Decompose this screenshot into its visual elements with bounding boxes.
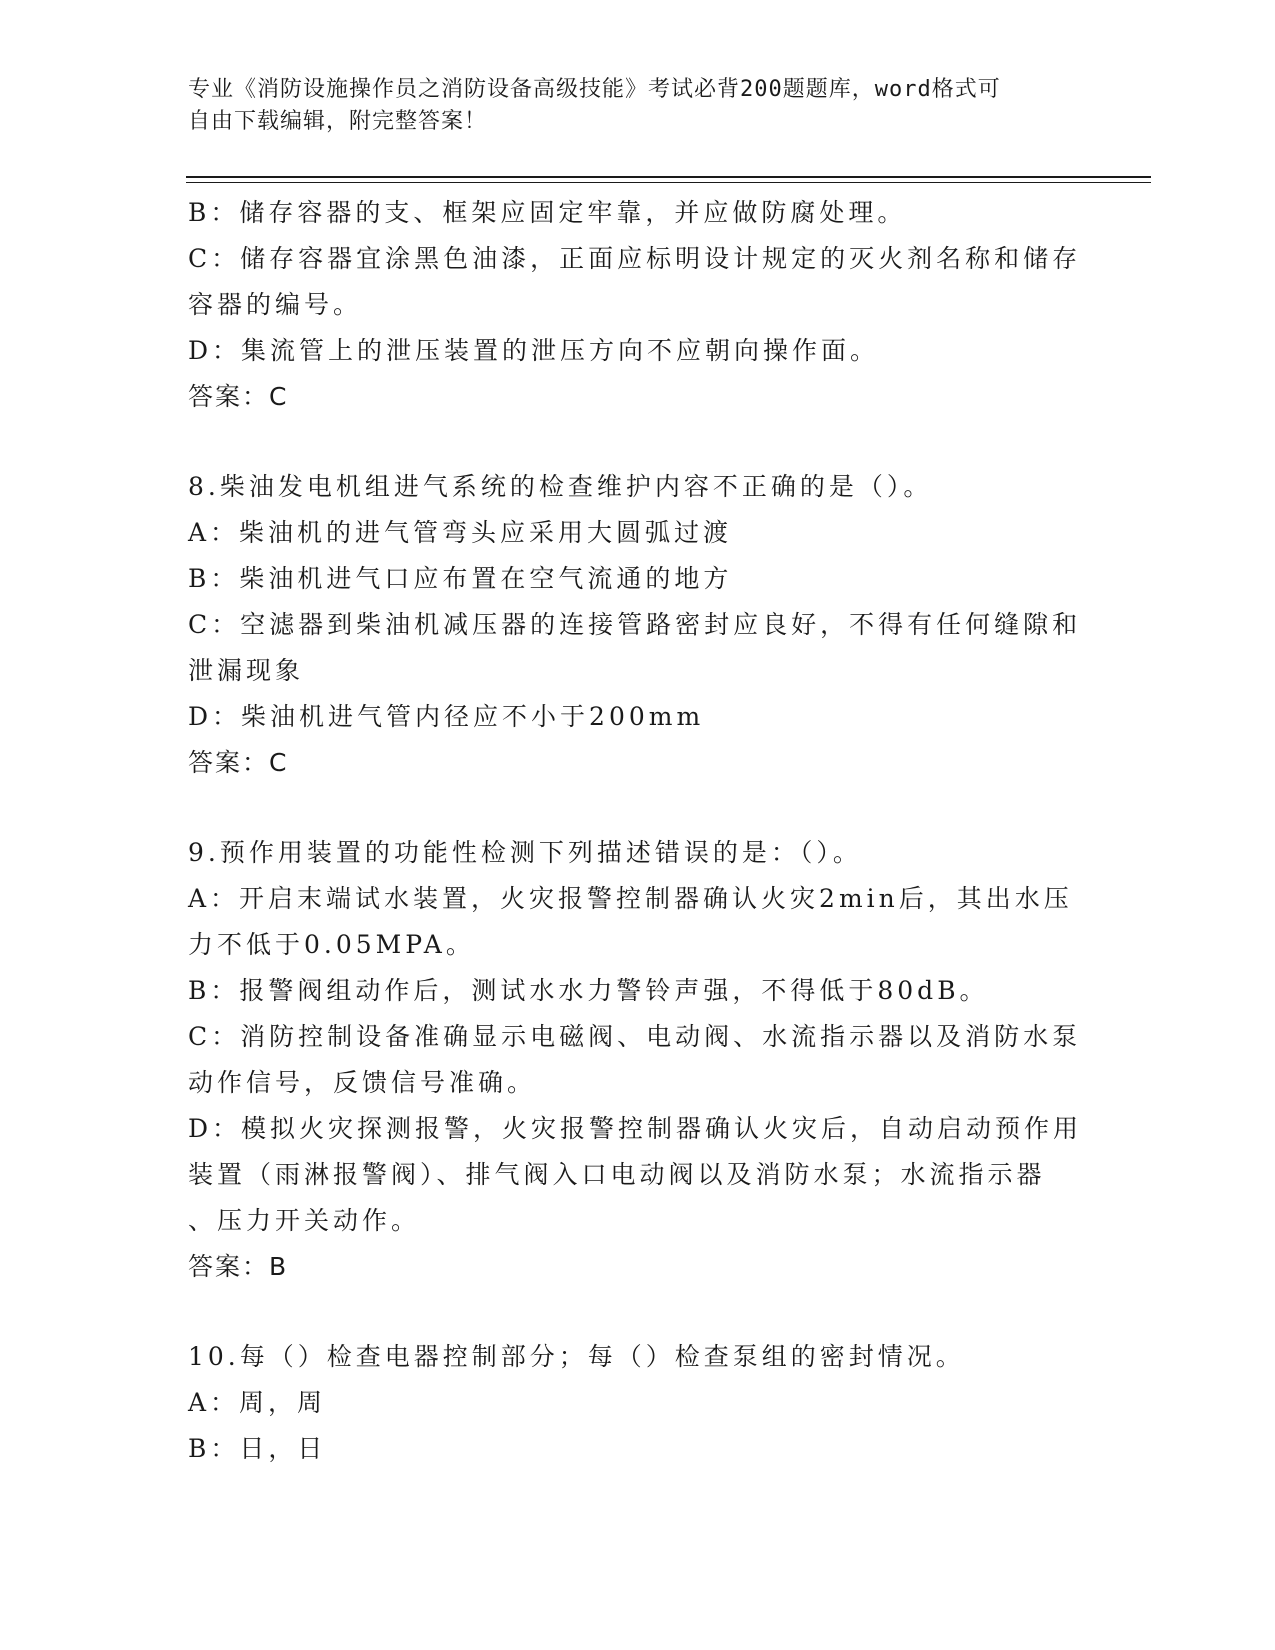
q9-option-c-line2: 动作信号，反馈信号准确。 [188,1068,537,1097]
document-body [188,190,1088,1472]
q7-option-d: D：集流管上的泄压装置的泄压方向不应朝向操作面。 [188,336,880,365]
question-9-block [188,830,1088,1290]
q9-option-d-line1: D：模拟火灾探测报警，火灾报警控制器确认火灾后，自动启动预作用 [188,1114,1083,1143]
q7-option-c-line2: 容器的编号。 [188,290,363,319]
q8-option-c-line2: 泄漏现象 [188,656,305,685]
q9-stem: 9.预作用装置的功能性检测下列描述错误的是：（）。 [188,838,862,867]
q9-option-b: B：报警阀组动作后，测试水水力警铃声强，不得低于80dB。 [188,976,989,1005]
q8-option-c-line1: C：空滤器到柴油机减压器的连接管路密封应良好，不得有任何缝隙和 [188,610,1082,639]
q8-option-d: D：柴油机进气管内径应不小于200mm [188,702,705,731]
q7-option-c-line1: C：储存容器宜涂黑色油漆，正面应标明设计规定的灭火剂名称和储存 [188,244,1082,273]
q8-stem: 8.柴油发电机组进气系统的检查维护内容不正确的是（）。 [188,472,933,501]
q9-option-c-line1: C：消防控制设备准确显示电磁阀、电动阀、水流指示器以及消防水泵 [188,1022,1082,1051]
question-10-block [188,1334,1088,1472]
q10-stem: 10.每（）检查电器控制部分；每（）检查泵组的密封情况。 [188,1342,965,1371]
q9-option-a-line2: 力不低于0.05MPA。 [188,930,475,959]
document-header [188,74,1088,138]
q9-answer: 答案：B [188,1252,289,1281]
q8-option-a: A：柴油机的进气管弯头应采用大圆弧过渡 [188,518,733,547]
q10-option-a: A：周，周 [188,1388,327,1417]
header-rule-thick [186,176,1151,178]
header-line-2: 自由下载编辑，附完整答案！ [188,109,488,134]
q9-option-d-line2: 装置（雨淋报警阀）、排气阀入口电动阀以及消防水泵；水流指示器 [188,1160,1046,1189]
header-rule-thin [186,182,1151,183]
q9-option-a-line1: A：开启末端试水装置，火灾报警控制器确认火灾2min后，其出水压 [188,884,1073,913]
q10-option-b: B：日，日 [188,1434,327,1463]
question-8-block [188,464,1088,786]
q8-option-b: B：柴油机进气口应布置在空气流通的地方 [188,564,733,593]
question-7-block [188,190,1088,420]
q7-answer: 答案：C [188,382,289,411]
header-line-1: 专业《消防设施操作员之消防设备高级技能》考试必背200题题库，word格式可 [188,77,1001,102]
q9-option-d-line3: 、压力开关动作。 [188,1206,421,1235]
q8-answer: 答案：C [188,748,289,777]
q7-option-b: B：储存容器的支、框架应固定牢靠，并应做防腐处理。 [188,198,907,227]
